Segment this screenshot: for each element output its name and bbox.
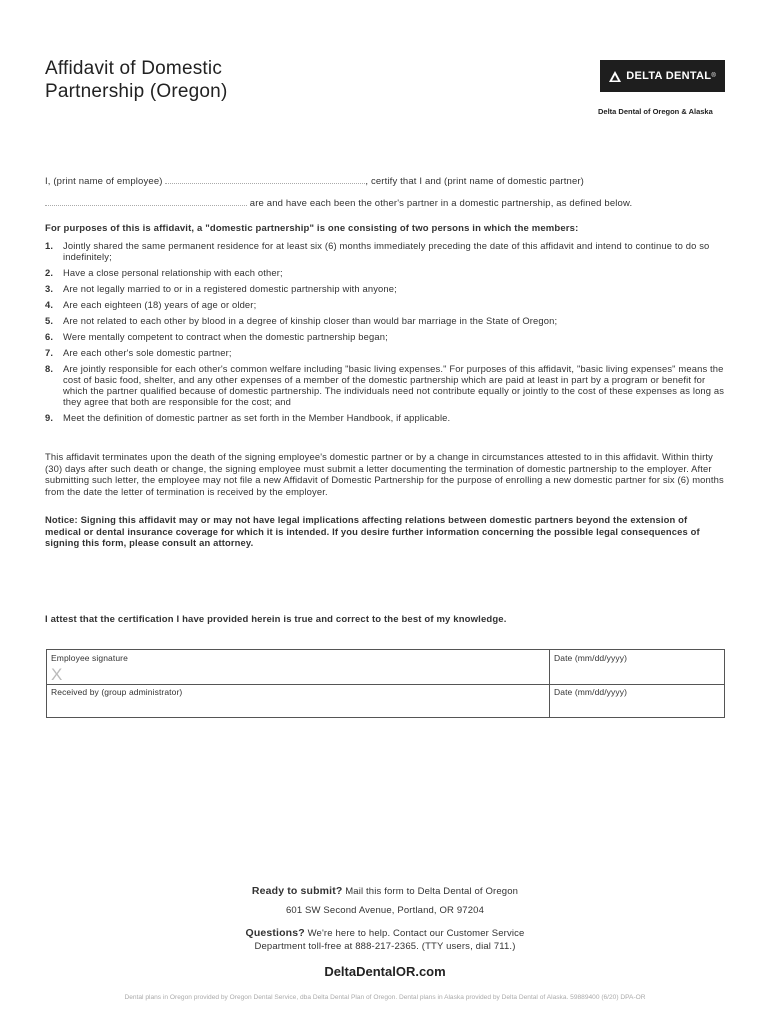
notice-text: Signing this affidavit may or may not have legal implications affecting relations between domestic partners beyond the extension of medical or dental insurance coverage for which it is intended. If you desire further information concerning the possible legal consequences of signing this form, please consult an attorney. (45, 514, 700, 548)
ready-label: Ready to submit? (251, 885, 343, 897)
logo-text: DELTA DENTAL (626, 70, 712, 82)
definition-item-number: 9. (45, 412, 54, 423)
certify-line-2 (45, 197, 632, 209)
definition-item (45, 267, 725, 278)
employee-signature-row (47, 650, 724, 685)
definition-item-number: 8. (45, 363, 54, 374)
definition-item-text: Have a close personal relationship with each other; (63, 267, 283, 278)
signature-table (46, 649, 725, 718)
definition-heading: For purposes of this is affidavit, a "domestic partnership" is one consisting of two persons in which the members: (45, 223, 579, 234)
table-divider (549, 650, 550, 717)
definition-item-number: 3. (45, 283, 54, 294)
questions-label: Questions? (245, 927, 305, 939)
employee-signature-label: Employee signature (51, 653, 128, 663)
definition-item (45, 363, 725, 407)
logo-subtitle: Delta Dental of Oregon & Alaska (598, 107, 713, 116)
definition-item-text: Are each eighteen (18) years of age or older; (63, 299, 257, 310)
submit-line (0, 885, 770, 897)
attest-statement: I attest that the certification I have provided herein is true and correct to the best of my knowledge. (45, 614, 507, 625)
logo-registered-mark: ® (711, 73, 716, 79)
definition-item-number: 1. (45, 240, 54, 251)
definition-item-text: Are each other's sole domestic partner; (63, 347, 232, 358)
mailing-address: 601 SW Second Avenue, Portland, OR 97204 (285, 905, 485, 916)
customer-service-line: Department toll-free at 888-217-2365. (TTY users, dial 711.) (254, 941, 516, 952)
page-title (45, 57, 227, 103)
delta-dental-logo (600, 60, 725, 92)
definition-item-number: 7. (45, 347, 54, 358)
definition-item-text: Meet the definition of domestic partner as set forth in the Member Handbook, if applicable. (63, 412, 451, 423)
questions-text: We're here to help. Contact our Customer Service (304, 928, 525, 939)
definition-item-text: Were mentally competent to contract when the domestic partnership began; (63, 331, 388, 342)
definition-item-text: Are not related to each other by blood in a degree of kinship closer than would bar marriage in the State of Oregon; (63, 315, 558, 326)
definition-item (45, 240, 725, 262)
website-link[interactable]: DeltaDentalOR.com (324, 964, 446, 979)
ready-text: Mail this form to Delta Dental of Oregon (342, 886, 519, 897)
employee-name-field[interactable] (165, 175, 365, 184)
definition-item (45, 283, 725, 294)
date-label-2: Date (mm/dd/yyyy) (554, 687, 628, 697)
definition-item-text: Jointly shared the same permanent residence for at least six (6) months immediately preceding the date of this affidavit and intend to continue to do so indefinitely; (63, 240, 710, 262)
signature-x-mark: X (51, 665, 63, 684)
definition-item-text: Are not legally married to or in a registered domestic partnership with anyone; (63, 283, 397, 294)
definition-item-text: Are jointly responsible for each other's common welfare including "basic living expenses." For purposes of this affidavit, "basic living expenses" means the cost of basic food, shelter, and any other expenses of a member of the domestic partnership which are paid at least in part by a program or benefit for which the partner qualified because of domestic partnership. The individuals need not contribute equally or jointly to the cost of these expenses as long as they agree that both are responsible for the cost; and (63, 363, 725, 407)
fine-print: Dental plans in Oregon provided by Oregon Dental Service, dba Delta Dental Plan of Oregon. Dental plans in Alaska provided by Delta Dental of Alaska. 59889400 (6/20) DPA-OR (124, 994, 646, 1001)
certify-line-1 (45, 175, 584, 187)
received-date-field[interactable] (550, 684, 724, 718)
certify-statement: are and have each been the other's partner in a domestic partnership, as defined below. (249, 198, 633, 209)
date-label-1: Date (mm/dd/yyyy) (554, 653, 628, 663)
received-by-label: Received by (group administrator) (51, 687, 183, 697)
questions-line (0, 927, 770, 939)
partner-name-label: , certify that I and (print name of domestic partner) (365, 176, 584, 187)
title-line-2: Partnership (Oregon) (45, 81, 228, 102)
partner-name-field[interactable] (45, 197, 247, 206)
delta-triangle-icon (609, 71, 621, 82)
termination-paragraph: This affidavit terminates upon the death of the signing employee's domestic partner or by a change in circumstances attested to in this affidavit. Within thirty (30) days after such death or change, the signing employee must submit a letter documenting the termination of domestic partnership to the employer. After submitting such letter, the employee may not file a new Affidavit of Domestic Partnership for the purpose of enrolling a new domestic partner for six (6) months from the date the letter of termination is received by the employer. (45, 451, 724, 497)
title-line-1: Affidavit of Domestic (45, 58, 223, 79)
definition-item-number: 4. (45, 299, 54, 310)
definition-item-number: 5. (45, 315, 54, 326)
received-by-row (47, 684, 724, 718)
definition-item (45, 315, 725, 326)
employee-date-field[interactable] (550, 650, 724, 684)
notice-paragraph (45, 514, 725, 549)
definition-item (45, 299, 725, 310)
definition-item-number: 2. (45, 267, 54, 278)
definition-item (45, 347, 725, 358)
definition-item-number: 6. (45, 331, 54, 342)
employee-name-label: I, (print name of employee) (45, 176, 163, 187)
definition-item (45, 331, 725, 342)
notice-label: Notice: (45, 514, 78, 525)
employee-signature-field[interactable] (47, 650, 549, 684)
definition-list (45, 240, 725, 428)
received-by-field[interactable] (47, 684, 549, 718)
definition-item (45, 412, 725, 423)
